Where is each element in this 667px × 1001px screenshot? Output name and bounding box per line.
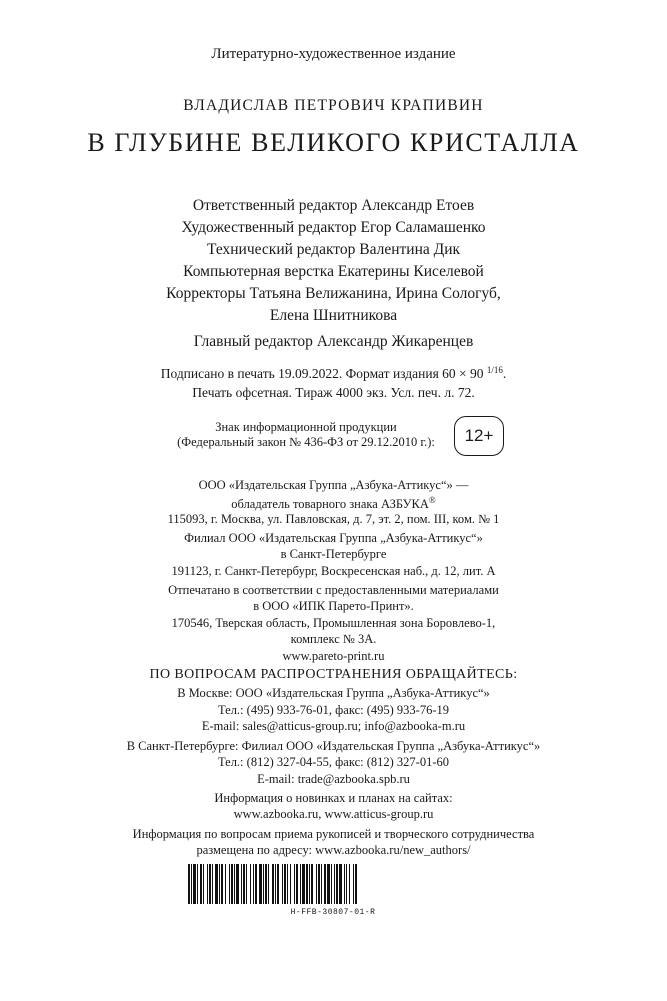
moscow-email: E-mail: sales@atticus-group.ru; info@azbooka-m.ru <box>201 719 466 733</box>
publisher-trademark-line <box>0 495 667 512</box>
spb-email: E-mail: trade@azbooka.spb.ru <box>257 772 410 786</box>
registered-mark: ® <box>428 495 436 505</box>
barcode-bar <box>212 864 213 904</box>
barcode-bar <box>316 864 317 904</box>
barcode-bar <box>219 864 220 904</box>
barcode-bar <box>268 864 269 904</box>
barcode-bar <box>188 864 190 904</box>
edition-type: Литературно-художественное издание <box>211 46 456 62</box>
barcode-bar <box>236 864 239 904</box>
barcode-bar <box>306 864 308 904</box>
barcode-bar <box>355 864 357 904</box>
credit-line: Елена Шнитникова <box>269 307 398 324</box>
print-format-end: . <box>502 366 507 381</box>
news-websites: www.azbooka.ru, www.atticus-group.ru <box>233 807 434 821</box>
print-run: Печать офсетная. Тираж 4000 экз. Усл. печ. л. 72. <box>192 385 475 400</box>
barcode-bar <box>259 864 262 904</box>
barcode-bar <box>203 864 204 904</box>
news-info: Информация о новинках и планах на сайтах: <box>214 791 453 805</box>
printer-address: 170546, Тверская область, Промышленная зона Боровлево-1, <box>171 616 496 630</box>
chief-editor: Главный редактор Александр Жикаренцев <box>193 333 474 350</box>
barcode-bar <box>346 864 347 904</box>
barcode-bar <box>253 864 254 904</box>
barcode <box>186 864 480 904</box>
credit-line: Ответственный редактор Александр Етоев <box>192 197 475 214</box>
barcode-bar <box>339 864 342 904</box>
barcode-bar <box>241 864 242 904</box>
distribution-heading: ПО ВОПРОСАМ РАСПРОСТРАНЕНИЯ ОБРАЩАЙТЕСЬ: <box>149 667 518 682</box>
info-sign-label: Знак информационной продукции <box>215 420 397 434</box>
barcode-bar <box>296 864 298 904</box>
manuscripts-address: размещена по адресу: www.azbooka.ru/new_authors/ <box>196 843 471 857</box>
publisher-trademark: обладатель товарного знака АЗБУКА <box>231 497 429 511</box>
barcode-bar <box>243 864 245 904</box>
barcode-bar <box>334 864 335 904</box>
print-format: Подписано в печать 19.09.2022. Формат издания 60 × 90 <box>160 366 484 381</box>
publisher-address: 115093, г. Москва, ул. Павловская, д. 7, эт. 2, пом. III, ком. № 1 <box>167 512 500 526</box>
barcode-bar <box>287 864 288 904</box>
barcode-bar <box>349 864 350 904</box>
barcode-bar <box>191 864 192 904</box>
barcode-bar <box>344 864 345 904</box>
barcode-bar <box>277 864 279 904</box>
credit-line: Технический редактор Валентина Дик <box>206 241 461 258</box>
barcode-bar <box>231 864 233 904</box>
barcode-bar <box>246 864 247 904</box>
barcode-bar <box>294 864 295 904</box>
branch-city: в Санкт-Петербурге <box>280 547 387 561</box>
moscow-phone: Тел.: (495) 933-76-01, факс: (495) 933-76-19 <box>217 703 450 717</box>
barcode-bar <box>234 864 235 904</box>
barcode-bar <box>255 864 257 904</box>
barcode-bar <box>353 864 354 904</box>
publisher-name: ООО «Издательская Группа „Азбука-Аттикус“» — <box>198 478 469 492</box>
barcode-bar <box>225 864 226 904</box>
printer-complex: комплекс № 3А. <box>290 632 377 646</box>
printer-name: в ООО «ИПК Парето-Принт». <box>253 599 414 613</box>
barcode-bar <box>324 864 326 904</box>
barcode-bar <box>275 864 276 904</box>
info-sign <box>164 420 448 450</box>
barcode-bar <box>311 864 313 904</box>
barcode-bar <box>200 864 202 904</box>
barcode-bar <box>327 864 330 904</box>
barcode-bar <box>302 864 305 904</box>
barcode-bar <box>331 864 332 904</box>
barcode-bar <box>290 864 291 904</box>
barcode-bar <box>318 864 320 904</box>
spb-phone: Тел.: (812) 327-04-55, факс: (812) 327-01-60 <box>217 755 450 769</box>
info-sign-law: (Федеральный закон № 436-ФЗ от 29.12.2010 г.): <box>177 435 435 449</box>
barcode-bar <box>209 864 211 904</box>
barcode-bar <box>250 864 251 904</box>
print-details-line <box>0 365 667 382</box>
barcode-bar <box>284 864 286 904</box>
credit-line: Корректоры Татьяна Велижанина, Ирина Сологуб, <box>166 285 501 302</box>
credit-line: Компьютерная верстка Екатерины Киселевой <box>183 263 484 280</box>
branch-name: Филиал ООО «Издательская Группа „Азбука-Аттикус“» <box>184 531 483 545</box>
manuscripts-info: Информация по вопросам приема рукописей и творческого сотрудничества <box>132 827 535 841</box>
printer-note: Отпечатано в соответствии с предоставленными материалами <box>168 583 499 597</box>
moscow-contact: В Москве: ООО «Издательская Группа „Азбука-Аттикус“» <box>177 686 490 700</box>
barcode-bar <box>265 864 267 904</box>
print-format-fraction: 1/16 <box>486 365 503 375</box>
barcode-bar <box>300 864 301 904</box>
author-name: ВЛАДИСЛАВ ПЕТРОВИЧ КРАПИВИН <box>183 97 484 114</box>
barcode-bar <box>197 864 198 904</box>
barcode-bar <box>309 864 310 904</box>
printer-website: www.pareto-print.ru <box>282 649 385 663</box>
barcode-bar <box>229 864 230 904</box>
credit-line: Художественный редактор Егор Саламашенко <box>181 219 486 236</box>
barcode-bar <box>321 864 322 904</box>
barcode-bar <box>215 864 218 904</box>
barcode-bar <box>263 864 264 904</box>
branch-address: 191123, г. Санкт-Петербург, Воскресенская наб., д. 12, лит. А <box>171 564 496 578</box>
barcode-bar <box>221 864 223 904</box>
barcode-bar <box>282 864 283 904</box>
barcode-number: H-FFB-30807-01-R <box>290 908 376 917</box>
barcode-bar <box>272 864 274 904</box>
barcode-bar <box>193 864 196 904</box>
barcode-bar <box>336 864 338 904</box>
barcode-bar <box>207 864 208 904</box>
book-title: В ГЛУБИНЕ ВЕЛИКОГО КРИСТАЛЛА <box>87 128 580 157</box>
spb-contact: В Санкт-Петербурге: Филиал ООО «Издательская Группа „Азбука-Аттикус“» <box>126 739 541 753</box>
age-rating-badge: 12+ <box>454 416 504 456</box>
